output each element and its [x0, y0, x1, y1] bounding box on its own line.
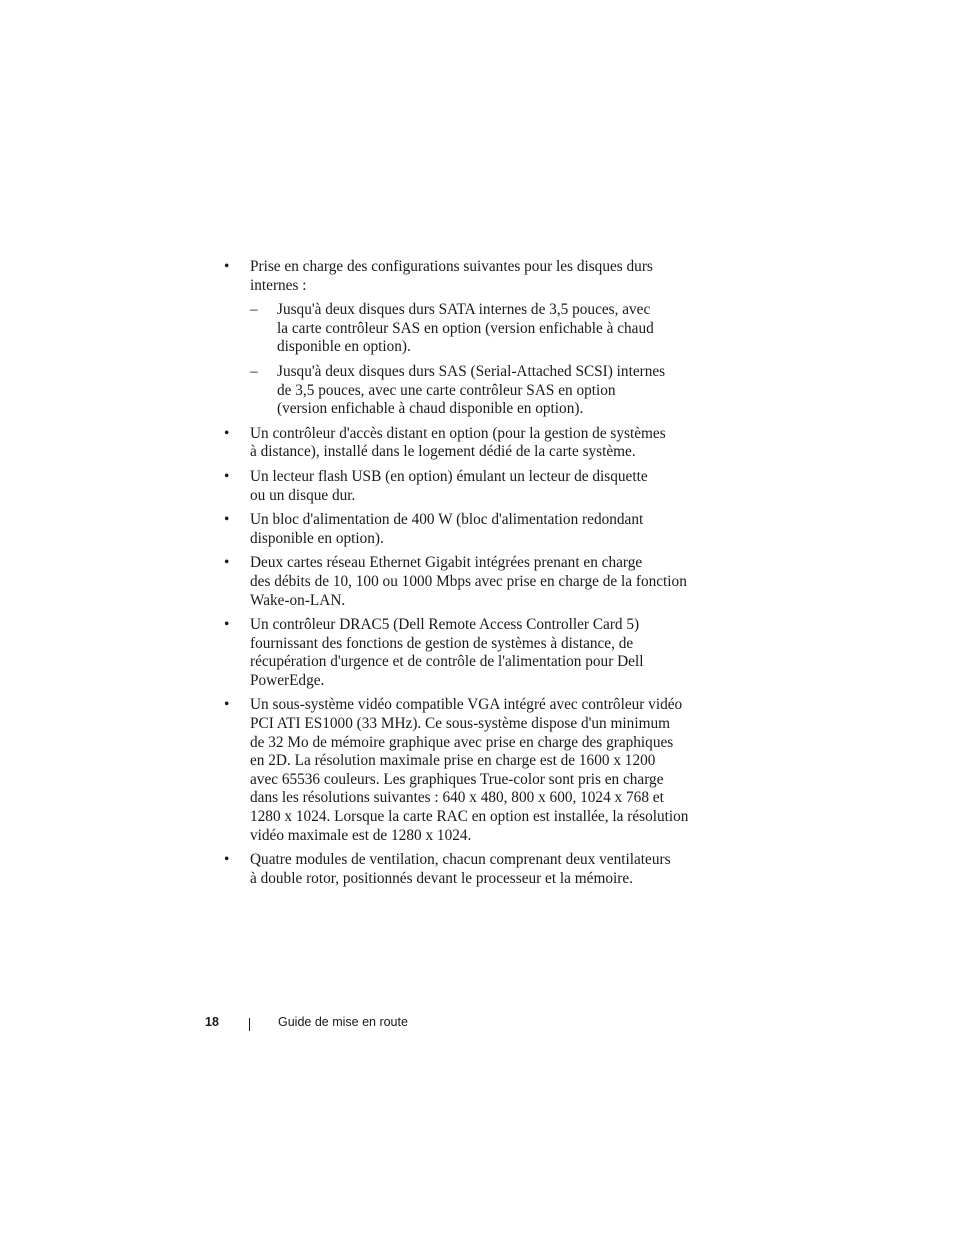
- sub-item-text: Jusqu'à deux disques durs SATA internes de 3,5 pouces, avec: [277, 301, 651, 319]
- list-item-text: PowerEdge.: [250, 671, 325, 689]
- list-item-hard-drives: [222, 258, 722, 419]
- list-item-usb-flash: [222, 468, 722, 505]
- list-item-text: de 32 Mo de mémoire graphique avec prise en charge des graphiques: [250, 733, 674, 751]
- sub-item-text: la carte contrôleur SAS en option (version enfichable à chaud: [277, 319, 654, 337]
- list-item-network-cards: [222, 554, 722, 610]
- sub-item-text: (version enfichable à chaud disponible en option).: [277, 400, 584, 418]
- bullet-icon: •: [224, 696, 230, 714]
- bullet-icon: •: [224, 554, 230, 572]
- bullet-icon: •: [224, 424, 230, 442]
- list-item-text: Un contrôleur d'accès distant en option (pour la gestion de systèmes: [250, 424, 666, 442]
- sub-item-sata: [250, 301, 722, 357]
- list-item-text: Un lecteur flash USB (en option) émulant un lecteur de disquette: [250, 467, 648, 485]
- list-item-text: Prise en charge des configurations suivantes pour les disques durs: [250, 258, 653, 275]
- dash-icon: –: [250, 301, 258, 319]
- list-item-text: avec 65536 couleurs. Les graphiques True-color sont pris en charge: [250, 770, 664, 788]
- bullet-icon: •: [224, 851, 230, 869]
- dash-icon: –: [250, 362, 258, 380]
- list-item-text: Deux cartes réseau Ethernet Gigabit intégrées prenant en charge: [250, 554, 643, 572]
- sub-item-text: disponible en option).: [277, 338, 411, 356]
- document-body: [222, 258, 722, 894]
- list-item-text: récupération d'urgence et de contrôle de l'alimentation pour Dell: [250, 653, 644, 671]
- list-item-text: internes :: [250, 276, 307, 294]
- list-item-text: Un contrôleur DRAC5 (Dell Remote Access Controller Card 5): [250, 616, 640, 634]
- list-item-text: ou un disque dur.: [250, 486, 356, 504]
- list-item-text: Un sous-système vidéo compatible VGA intégré avec contrôleur vidéo: [250, 696, 683, 714]
- list-item-fans: [222, 851, 722, 888]
- footer-title: Guide de mise en route: [278, 1015, 408, 1029]
- list-item-text: Quatre modules de ventilation, chacun comprenant deux ventilateurs: [250, 851, 671, 869]
- bullet-icon: •: [224, 511, 230, 529]
- list-item-text: vidéo maximale est de 1280 x 1024.: [250, 826, 472, 844]
- sub-list: [250, 301, 722, 419]
- sub-item-text: de 3,5 pouces, avec une carte contrôleur SAS en option: [277, 381, 616, 399]
- list-item-text: en 2D. La résolution maximale prise en charge est de 1600 x 1200: [250, 752, 656, 770]
- list-item-text: Un bloc d'alimentation de 400 W (bloc d'alimentation redondant: [250, 511, 644, 529]
- list-item-text: à distance), installé dans le logement dédié de la carte système.: [250, 443, 636, 461]
- list-item-text: des débits de 10, 100 ou 1000 Mbps avec prise en charge de la fonction: [250, 572, 687, 590]
- list-item-text: fournissant des fonctions de gestion de systèmes à distance, de: [250, 634, 634, 652]
- list-item-text: Wake-on-LAN.: [250, 591, 346, 609]
- sub-item-sas: [250, 363, 722, 419]
- footer-divider: [249, 1018, 250, 1031]
- sub-item-text: Jusqu'à deux disques durs SAS (Serial-Attached SCSI) internes: [277, 362, 666, 380]
- list-item-drac5: [222, 616, 722, 690]
- list-item-text: 1280 x 1024. Lorsque la carte RAC en option est installée, la résolution: [250, 808, 689, 826]
- bullet-icon: •: [224, 467, 230, 485]
- list-item-text: PCI ATI ES1000 (33 MHz). Ce sous-système dispose d'un minimum: [250, 715, 671, 733]
- bullet-icon: •: [224, 616, 230, 634]
- list-item-text: à double rotor, positionnés devant le processeur et la mémoire.: [250, 869, 633, 887]
- list-item-text: dans les résolutions suivantes : 640 x 480, 800 x 600, 1024 x 768 et: [250, 789, 664, 807]
- list-item-power-supply: [222, 511, 722, 548]
- bullet-icon: •: [224, 258, 230, 275]
- list-item-remote-access: [222, 425, 722, 462]
- list-item-text: disponible en option).: [250, 529, 384, 547]
- page-number: 18: [205, 1015, 219, 1029]
- list-item-video: [222, 696, 722, 845]
